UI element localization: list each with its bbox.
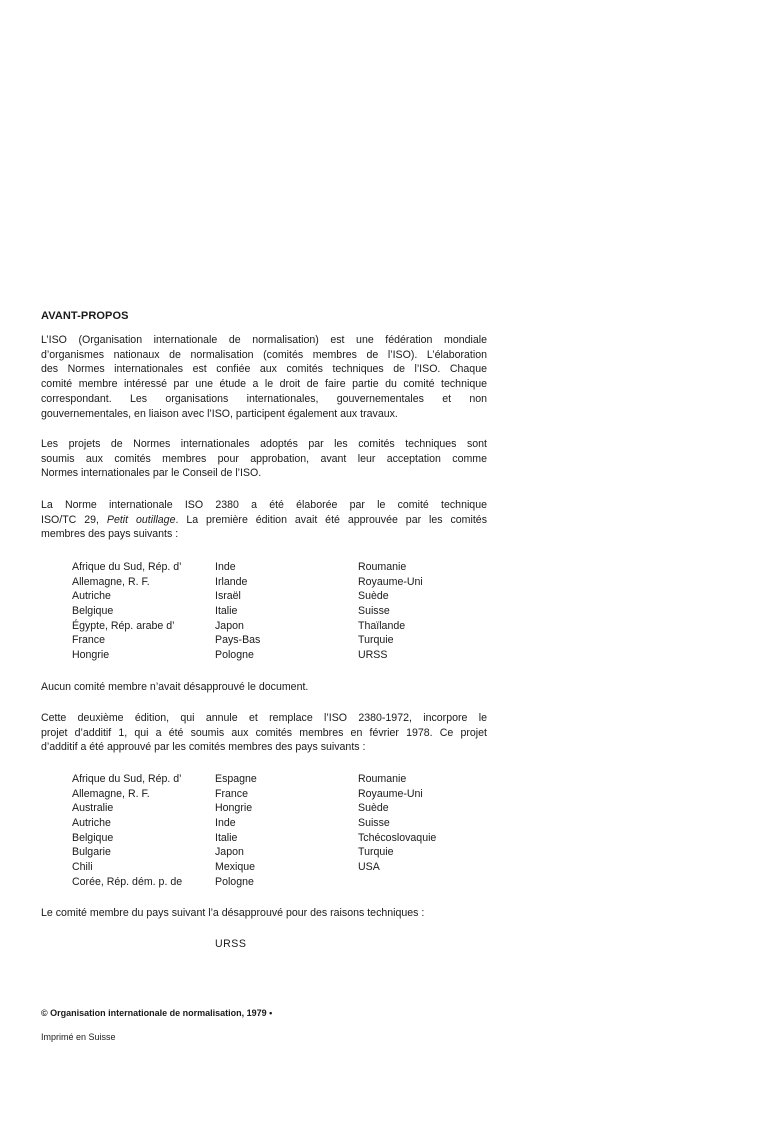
- country-name: Roumanie: [358, 561, 407, 573]
- country-name: Bulgarie: [72, 846, 111, 859]
- country-name: France: [215, 787, 248, 800]
- country-name: URSS: [358, 649, 388, 662]
- country-name: Pays-Bas: [215, 634, 261, 647]
- text-line: La Norme internationale ISO 2380 a été élaborée par le comité technique: [41, 499, 487, 511]
- country-name: Mexique: [215, 861, 256, 874]
- country-name: Égypte, Rép. arabe d’: [72, 619, 175, 632]
- text-line: projet d’additif 1, qui a été soumis aux comités membres en février 1978. Ce projet: [41, 726, 487, 739]
- country-name: Israël: [215, 590, 241, 603]
- text-line: comité membre intéressé par une étude a le droit de faire partie du comité technique: [41, 378, 487, 391]
- country-name: Japon: [215, 619, 244, 632]
- country-name: USA: [358, 861, 380, 874]
- text-line: correspondant. Les organisations internationales, gouvernementales et non: [41, 392, 487, 405]
- paragraph-technical-disapproval: [41, 906, 487, 921]
- printed-in: Imprimé en Suisse: [41, 1032, 116, 1042]
- country-name: Irlande: [215, 575, 248, 588]
- country-name: Thaïlande: [358, 619, 406, 632]
- text-fragment: . La première édition avait été approuvée par les comités: [175, 513, 487, 526]
- text-line: Le comité membre du pays suivant l’a désapprouvé pour des raisons techniques :: [41, 907, 425, 919]
- country-name: Tchécoslovaquie: [358, 831, 437, 844]
- text-line: L’ISO (Organisation internationale de normalisation) est une fédération mondiale: [41, 334, 487, 346]
- country-name: Belgique: [72, 605, 114, 618]
- text-line: membres des pays suivants :: [41, 528, 179, 541]
- paragraph-second-edition: [41, 711, 487, 755]
- committee-title: Petit outillage: [106, 513, 176, 526]
- country-name: Suède: [358, 590, 389, 603]
- country-name: Allemagne, R. F.: [72, 787, 150, 800]
- text-line: des Normes internationales est confiée aux comités techniques de l’ISO. Chaque: [41, 363, 487, 376]
- country-name: Inde: [215, 817, 236, 830]
- country-name: Suisse: [358, 817, 390, 830]
- country-name: Afrique du Sud, Rép. d’: [72, 773, 182, 785]
- text-line: [41, 513, 487, 528]
- country-name: Corée, Rép. dém. p. de: [72, 875, 183, 888]
- country-name: Inde: [215, 561, 236, 573]
- paragraph-elaboration: [41, 498, 487, 542]
- country-name: Autriche: [72, 590, 111, 603]
- country-name: Hongrie: [72, 649, 110, 662]
- country-name: Turquie: [358, 634, 394, 647]
- text-line: soumis aux comités membres pour approbation, avant leur acceptation comme: [41, 452, 487, 465]
- text-line: Normes internationales par le Conseil de l’ISO.: [41, 467, 262, 480]
- country-name: Espagne: [215, 773, 257, 785]
- text-line: gouvernementales, en liaison avec l’ISO, participent également aux travaux.: [41, 407, 398, 420]
- country-name: Allemagne, R. F.: [72, 575, 150, 588]
- country-name: Royaume-Uni: [358, 787, 423, 800]
- country-name: Italie: [215, 605, 238, 618]
- country-name: Japon: [215, 846, 244, 859]
- section-heading: AVANT-PROPOS: [41, 310, 129, 322]
- text-line: Cette deuxième édition, qui annule et remplace l’ISO 2380-1972, incorpore le: [41, 712, 487, 724]
- country-name: Royaume-Uni: [358, 575, 423, 588]
- text-line: Les projets de Normes internationales adoptés par les comités techniques sont: [41, 438, 487, 450]
- country-name: Afrique du Sud, Rép. d’: [72, 561, 182, 573]
- text-line: Aucun comité membre n’avait désapprouvé le document.: [41, 681, 309, 693]
- paragraph-adoption: [41, 437, 487, 481]
- text-line: d’organismes nationaux de normalisation (comités membres de l’ISO). L’élaboration: [41, 348, 487, 361]
- text-line: d’additif a été approuvé par les comités membres des pays suivants :: [41, 741, 366, 754]
- country-name: Suisse: [358, 605, 390, 618]
- copyright-notice: © Organisation internationale de normalisation, 1979 •: [41, 1008, 273, 1018]
- country-name: Pologne: [215, 649, 254, 662]
- country-name: France: [72, 634, 105, 647]
- country-name: Suède: [358, 802, 389, 815]
- country-name: Australie: [72, 802, 114, 815]
- country-name: Chili: [72, 861, 93, 874]
- country-name: Italie: [215, 831, 238, 844]
- country-name: Roumanie: [358, 773, 407, 785]
- country-name: Belgique: [72, 831, 114, 844]
- text-fragment: ISO/TC 29,: [41, 513, 107, 526]
- paragraph-no-disapproval: [41, 680, 487, 695]
- dissenting-country: URSS: [215, 938, 247, 950]
- country-name: Turquie: [358, 846, 394, 859]
- country-name: Autriche: [72, 817, 111, 830]
- country-name: Hongrie: [215, 802, 253, 815]
- paragraph-iso-intro: [41, 333, 487, 421]
- country-name: Pologne: [215, 875, 254, 888]
